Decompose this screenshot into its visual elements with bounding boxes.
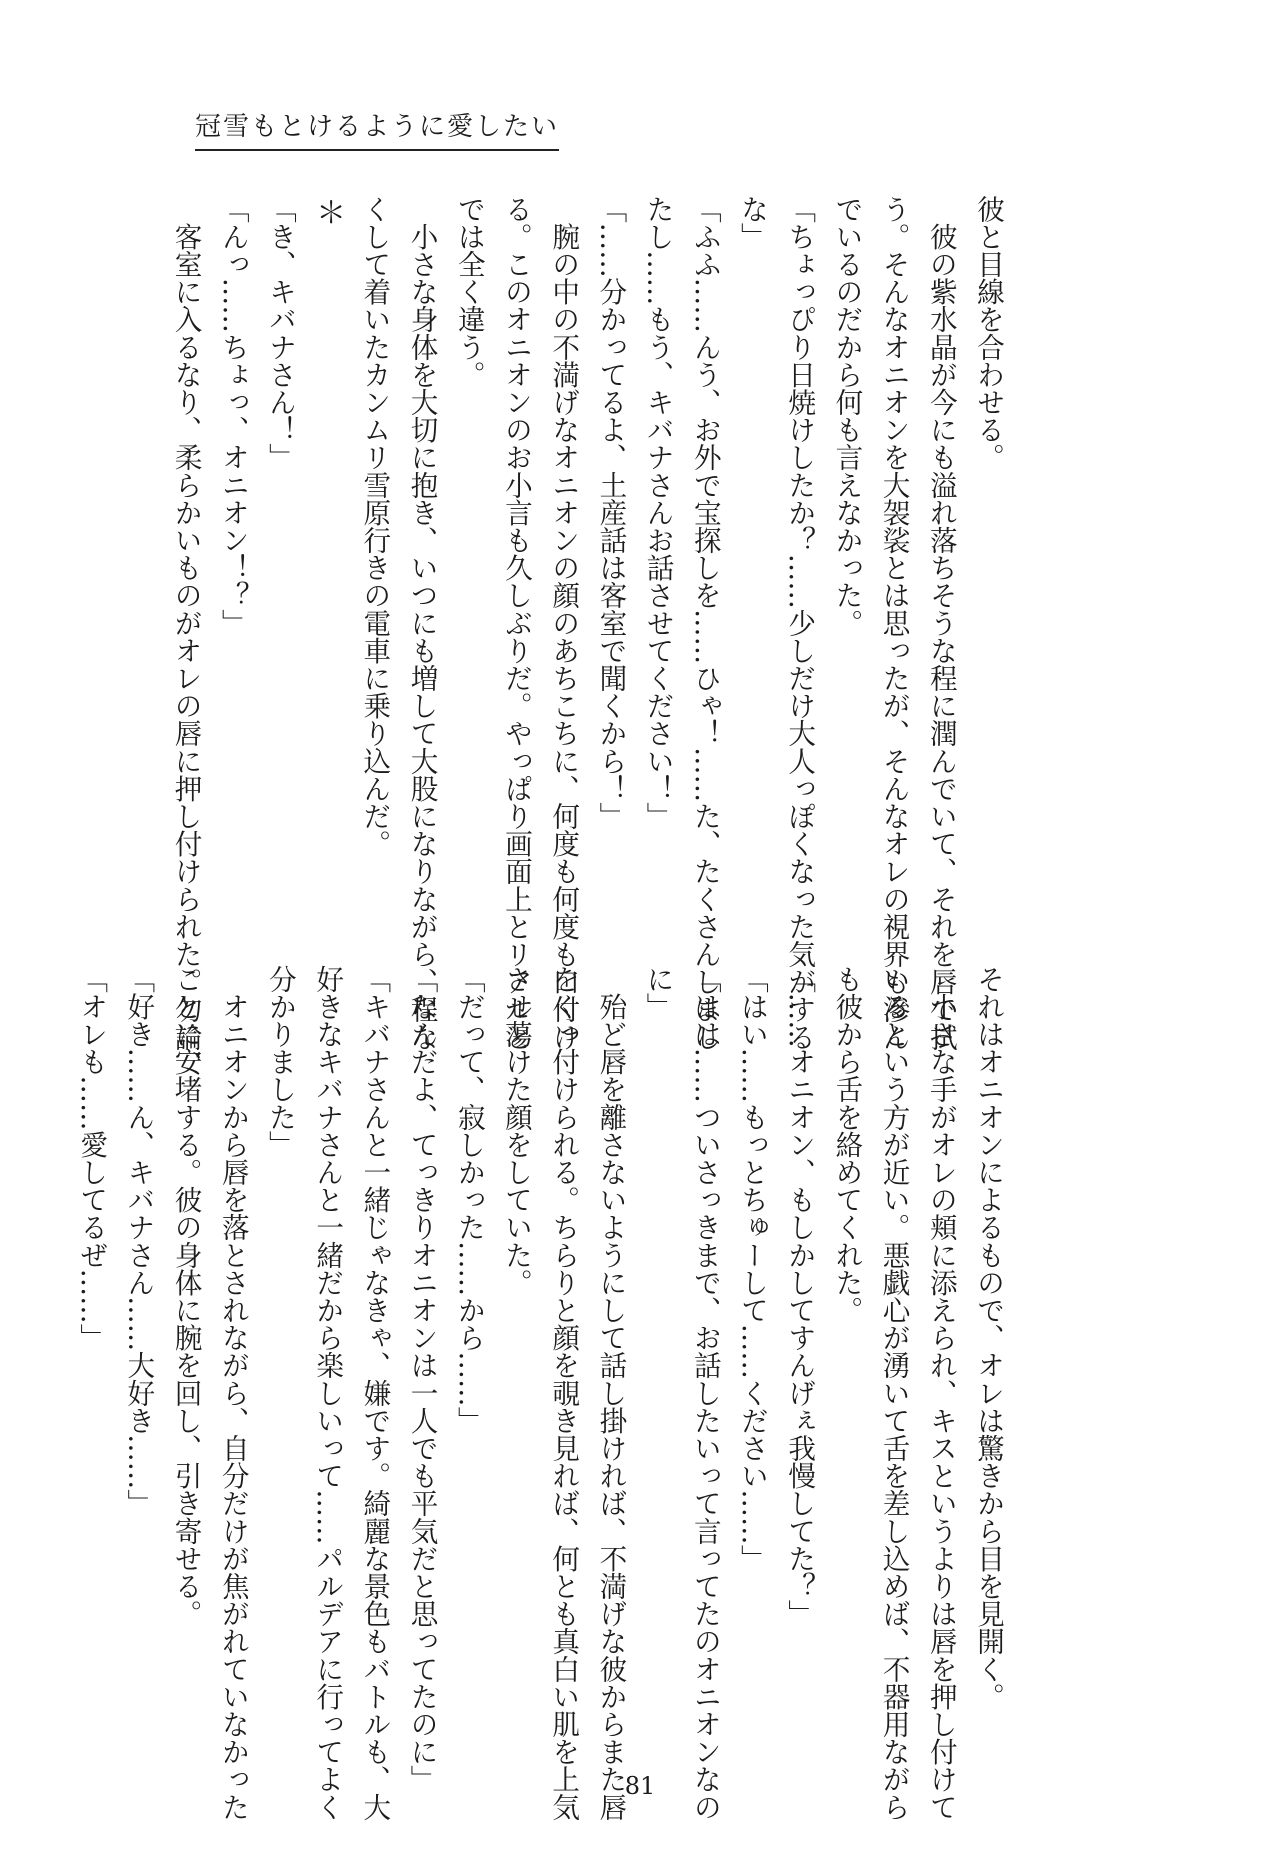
section-break-asterisk: ＊ <box>310 197 346 227</box>
text-line: それはオニオンによるもので、オレは驚きから目を見開く。 <box>972 965 1005 1711</box>
text-line: 好きなキバナさんと一緒だから楽しいって……パルデアに行ってよく <box>311 965 345 1821</box>
page-title: 冠雪もとけるように愛したい <box>195 106 559 151</box>
text-line: な」 <box>735 195 769 251</box>
text-line: ことに安堵する。彼の身体に腕を回し、引き寄せる。 <box>169 965 203 1628</box>
text-line: う。そんなオニオンを大袈裟とは思ったが、そんなオレの視界も滲ん <box>877 195 911 1051</box>
text-line: オニオンから唇を落とされながら、自分だけが焦がれていなかった <box>216 965 250 1821</box>
text-line: 小さな身体を大切に抱き、いつにも増して大股になりながら、程な <box>405 195 439 1051</box>
text-line: 小さな手がオレの頬に添えられ、キスというよりは唇を押し付けて <box>924 965 958 1821</box>
text-line: 「だって、寂しかった……から……」 <box>452 965 486 1435</box>
text-line: でいるのだから何も言えなかった。 <box>830 195 864 637</box>
text-line: では全く違う。 <box>452 195 486 389</box>
text-line: 分かりました」 <box>263 965 297 1159</box>
text-line: いるという方が近い。悪戯心が湧いて舌を差し込めば、不器用ながら <box>877 965 911 1821</box>
text-line: をくっ付けられる。ちらりと顔を覗き見れば、何とも真白い肌を上気 <box>547 965 581 1821</box>
text-line: 「キバナさんと一緒じゃなきゃ、嫌です。綺麗な景色もバトルも、大 <box>358 965 392 1821</box>
text-line: 「き、キバナさん！」 <box>263 195 297 471</box>
text-line: 「なんだよ、てっきりオニオンは一人でも平気だと思ってたのに」 <box>405 965 439 1793</box>
text-line: 「はは……ついさっきまで、お話したいって言ってたのオニオンなの <box>688 965 722 1821</box>
text-line: 腕の中の不満げなオニオンの顔のあちこちに、何度も何度も口付け <box>547 195 581 1051</box>
text-line: 彼と目線を合わせる。 <box>972 195 1005 471</box>
text-line: 「……分かってるよ、土産話は客室で聞くから！」 <box>594 195 628 830</box>
text-line: 殆ど唇を離さないようにして話し掛ければ、不満げな彼からまた唇 <box>594 965 628 1821</box>
text-line: させ蕩けた顔をしていた。 <box>499 965 533 1297</box>
text-line: も彼から舌を絡めてくれた。 <box>830 965 864 1324</box>
text-line: 「ふふ……んう、お外で宝探しを……ひゃ！……た、たくさんしまし <box>688 195 722 1051</box>
text-line: くして着いたカンムリ雪原行きの電車に乗り込んだ。 <box>358 195 392 858</box>
text-line: 客室に入るなり、柔らかいものがオレの唇に押し付けられた。勿論、 <box>169 195 203 1079</box>
text-line: 「好き……ん、キバナさん……大好き……」 <box>122 965 156 1517</box>
text-line: 「んっ……ちょっ、オニオン！？」 <box>216 195 250 637</box>
text-line: る。このオニオンのお小言も久しぶりだ。やっぱり画面上とリアルと <box>499 195 533 1051</box>
text-line: 「はい……もっとちゅーして……ください……」 <box>735 965 769 1573</box>
text-line: 彼の紫水晶が今にも溢れ落ちそうな程に潤んでいて、それを唇で拭 <box>924 195 958 1051</box>
text-line: たし……もう、キバナさんお話させてください！」 <box>641 195 675 830</box>
text-line: 「……オニオン、もしかしてすんげぇ我慢してた？」 <box>783 965 817 1628</box>
text-line: 「オレも……愛してるぜ……」 <box>75 965 109 1352</box>
page-number: 81 <box>624 1772 656 1800</box>
text-line: 「ちょっぴり日焼けしたか？……少しだけ大人っぽくなった気がする <box>783 195 817 1051</box>
text-line: に」 <box>641 965 675 1021</box>
